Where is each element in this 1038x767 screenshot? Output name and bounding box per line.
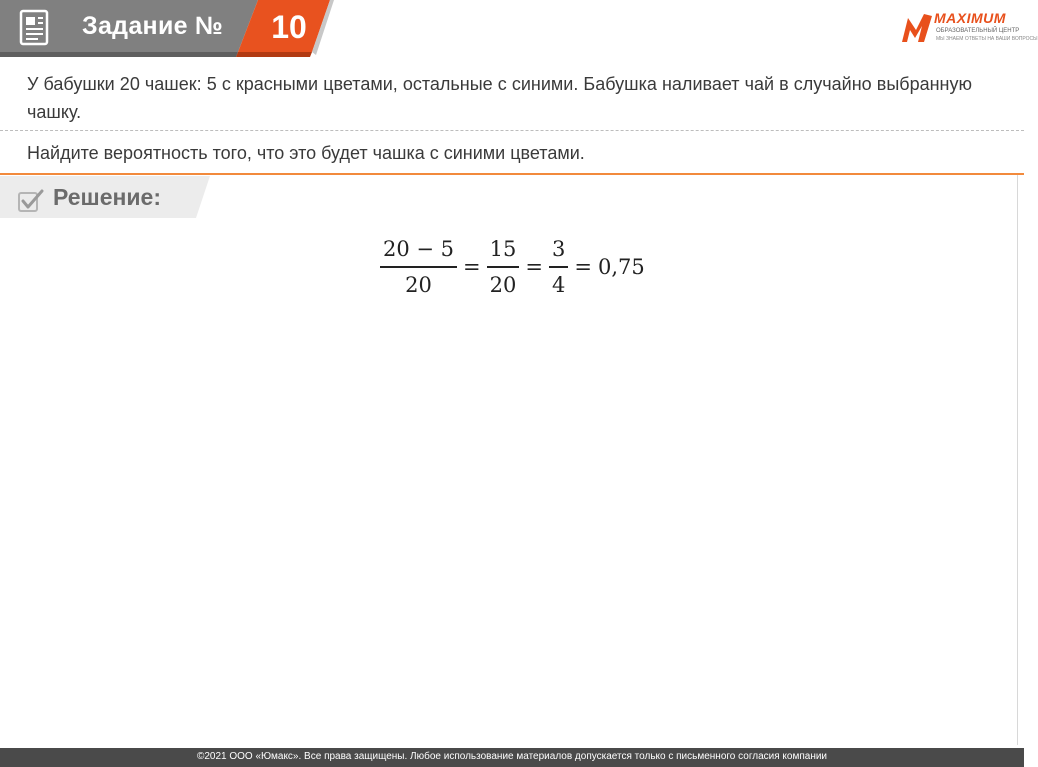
problem-statement: У бабушки 20 чашек: 5 с красными цветами, остальные с синими. Бабушка наливает чай в случайно выбранную чашку. bbox=[27, 74, 972, 122]
fraction-1-numerator: 20 − 5 bbox=[383, 237, 455, 262]
checkbox-icon bbox=[18, 189, 44, 213]
fraction-3 bbox=[549, 235, 568, 299]
brand-logo bbox=[898, 8, 1038, 52]
solution-formula bbox=[378, 232, 645, 302]
fraction-3-numerator: 3 bbox=[551, 237, 566, 262]
logo-mark-icon bbox=[898, 8, 934, 48]
fraction-3-denominator: 4 bbox=[551, 272, 566, 297]
footer-bar bbox=[0, 748, 1024, 767]
logo-name: MAXIMUM bbox=[934, 10, 1006, 26]
fraction-2-numerator: 15 bbox=[489, 237, 517, 262]
document-icon bbox=[16, 8, 56, 48]
fraction-1 bbox=[380, 235, 457, 299]
fraction-1-denominator: 20 bbox=[405, 272, 432, 297]
accent-divider bbox=[0, 173, 1024, 175]
task-number: 10 bbox=[271, 9, 307, 45]
fraction-bar bbox=[549, 266, 568, 268]
section-divider bbox=[0, 130, 1024, 131]
copyright-text: ©2021 ООО «Юмакс». Все права защищены. Любое использование материалов допускается только с письменного согласия компании bbox=[196, 751, 828, 762]
formula-result: 0,75 bbox=[597, 255, 645, 279]
problem-question: Найдите вероятность того, что это будет чашка с синими цветами. bbox=[27, 143, 585, 163]
fraction-2-denominator: 20 bbox=[489, 272, 517, 297]
logo-tagline: ОБРАЗОВАТЕЛЬНЫЙ ЦЕНТР bbox=[936, 28, 1020, 34]
equals-sign: = bbox=[463, 255, 481, 279]
equals-sign: = bbox=[525, 255, 543, 279]
logo-subtagline: МЫ ЗНАЕМ ОТВЕТЫ НА ВАШИ ВОПРОСЫ bbox=[936, 36, 1038, 42]
fraction-bar bbox=[380, 266, 457, 268]
solution-label: Решение: bbox=[53, 184, 162, 210]
equals-sign: = bbox=[574, 255, 592, 279]
frame-line bbox=[1017, 175, 1018, 745]
fraction-bar bbox=[487, 266, 520, 268]
fraction-2 bbox=[487, 235, 520, 299]
task-title: Задание № bbox=[82, 12, 224, 40]
task-header bbox=[0, 0, 330, 58]
